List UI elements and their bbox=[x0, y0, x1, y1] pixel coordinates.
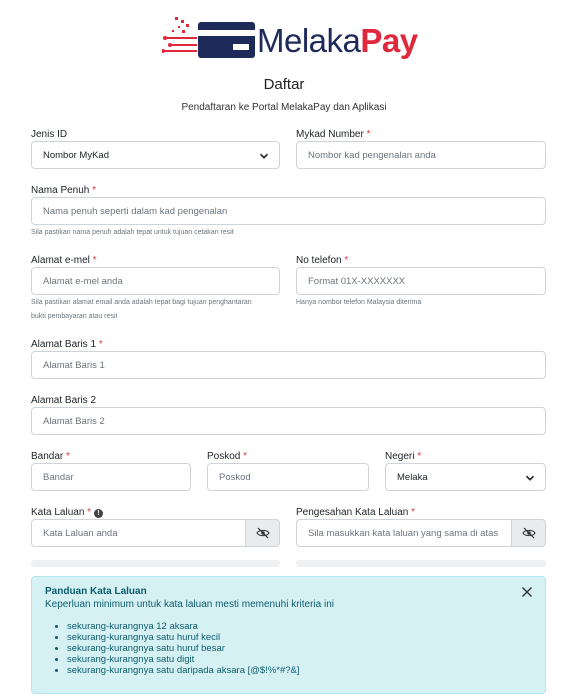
password-guide-title: Panduan Kata Laluan bbox=[45, 586, 147, 597]
confirm-strength-bar bbox=[296, 560, 546, 567]
nama-label: Nama Penuh * bbox=[31, 185, 97, 196]
nama-hint: Sila pastikan nama penuh adalah tepat untuk tujuan cetakan resit bbox=[31, 229, 234, 236]
pengesahan-label: Pengesahan Kata Laluan * bbox=[296, 507, 416, 518]
toggle-password-button[interactable] bbox=[246, 519, 280, 547]
toggle-confirm-password-button[interactable] bbox=[512, 519, 546, 547]
mykad-input[interactable]: Nombor kad pengenalan anda bbox=[296, 141, 546, 169]
poskod-label: Poskod * bbox=[207, 451, 248, 462]
list-item: • sekurang-kurangnya satu daripada aksara [@$!%*#?&] bbox=[67, 665, 300, 676]
info-icon[interactable]: ! bbox=[94, 509, 103, 518]
kata-laluan-label: Kata Laluan * ! bbox=[31, 507, 103, 518]
chevron-down-icon bbox=[259, 151, 269, 161]
close-icon[interactable] bbox=[521, 586, 533, 598]
list-item: • sekurang-kurangnya satu digit bbox=[67, 654, 300, 665]
list-item: • sekurang-kurangnya 12 aksara bbox=[67, 621, 300, 632]
email-input[interactable]: Alamat e-mel anda bbox=[31, 267, 280, 295]
password-criteria-list bbox=[67, 621, 300, 676]
jenis-id-value: Nombor MyKad bbox=[43, 149, 109, 161]
list-item: • sekurang-kurangnya satu huruf besar bbox=[67, 643, 300, 654]
pengesahan-input[interactable]: Sila masukkan kata laluan yang sama di atas bbox=[296, 519, 512, 547]
list-item: • sekurang-kurangnya satu huruf kecil bbox=[67, 632, 300, 643]
bandar-label: Bandar * bbox=[31, 451, 70, 462]
chevron-down-icon bbox=[525, 473, 535, 483]
alamat1-label: Alamat Baris 1 * bbox=[31, 339, 103, 350]
jenis-id-select[interactable] bbox=[31, 141, 280, 169]
telefon-hint: Hanya nombor telefon Malaysia diterima bbox=[296, 299, 422, 306]
eye-slash-icon bbox=[256, 527, 270, 539]
melakapay-logo bbox=[162, 14, 422, 62]
email-hint: Sila pastikan alamat email anda adalah tepat bagi tujuan penghantaran bukti pembayaran atau resit bbox=[31, 299, 252, 320]
card-logo-icon bbox=[162, 14, 257, 62]
negeri-value: Melaka bbox=[397, 471, 428, 483]
nama-input[interactable]: Nama penuh seperti dalam kad pengenalan bbox=[31, 197, 546, 225]
brand-name: MelakaPay bbox=[257, 22, 418, 59]
password-strength-bar bbox=[31, 560, 280, 567]
bandar-input[interactable]: Bandar bbox=[31, 463, 191, 491]
alamat2-label: Alamat Baris 2 bbox=[31, 395, 97, 406]
page-subtitle: Pendaftaran ke Portal MelakaPay dan Aplikasi bbox=[181, 102, 387, 113]
telefon-input[interactable]: Format 01X-XXXXXXX bbox=[296, 267, 546, 295]
email-label: Alamat e-mel * bbox=[31, 255, 97, 266]
mykad-label: Mykad Number * bbox=[296, 129, 371, 140]
poskod-input[interactable]: Poskod bbox=[207, 463, 369, 491]
eye-slash-icon bbox=[522, 527, 536, 539]
negeri-label: Negeri * bbox=[385, 451, 422, 462]
alamat2-input[interactable]: Alamat Baris 2 bbox=[31, 407, 546, 435]
jenis-id-label: Jenis ID bbox=[31, 129, 68, 140]
alamat1-input[interactable]: Alamat Baris 1 bbox=[31, 351, 546, 379]
negeri-select[interactable] bbox=[385, 463, 546, 491]
password-guide-description: Keperluan minimum untuk kata laluan mesti memenuhi kriteria ini bbox=[45, 599, 335, 610]
telefon-label: No telefon * bbox=[296, 255, 349, 266]
password-guide-alert bbox=[31, 576, 546, 694]
kata-laluan-input[interactable]: Kata Laluan anda bbox=[31, 519, 246, 547]
page-title: Daftar bbox=[263, 76, 305, 93]
